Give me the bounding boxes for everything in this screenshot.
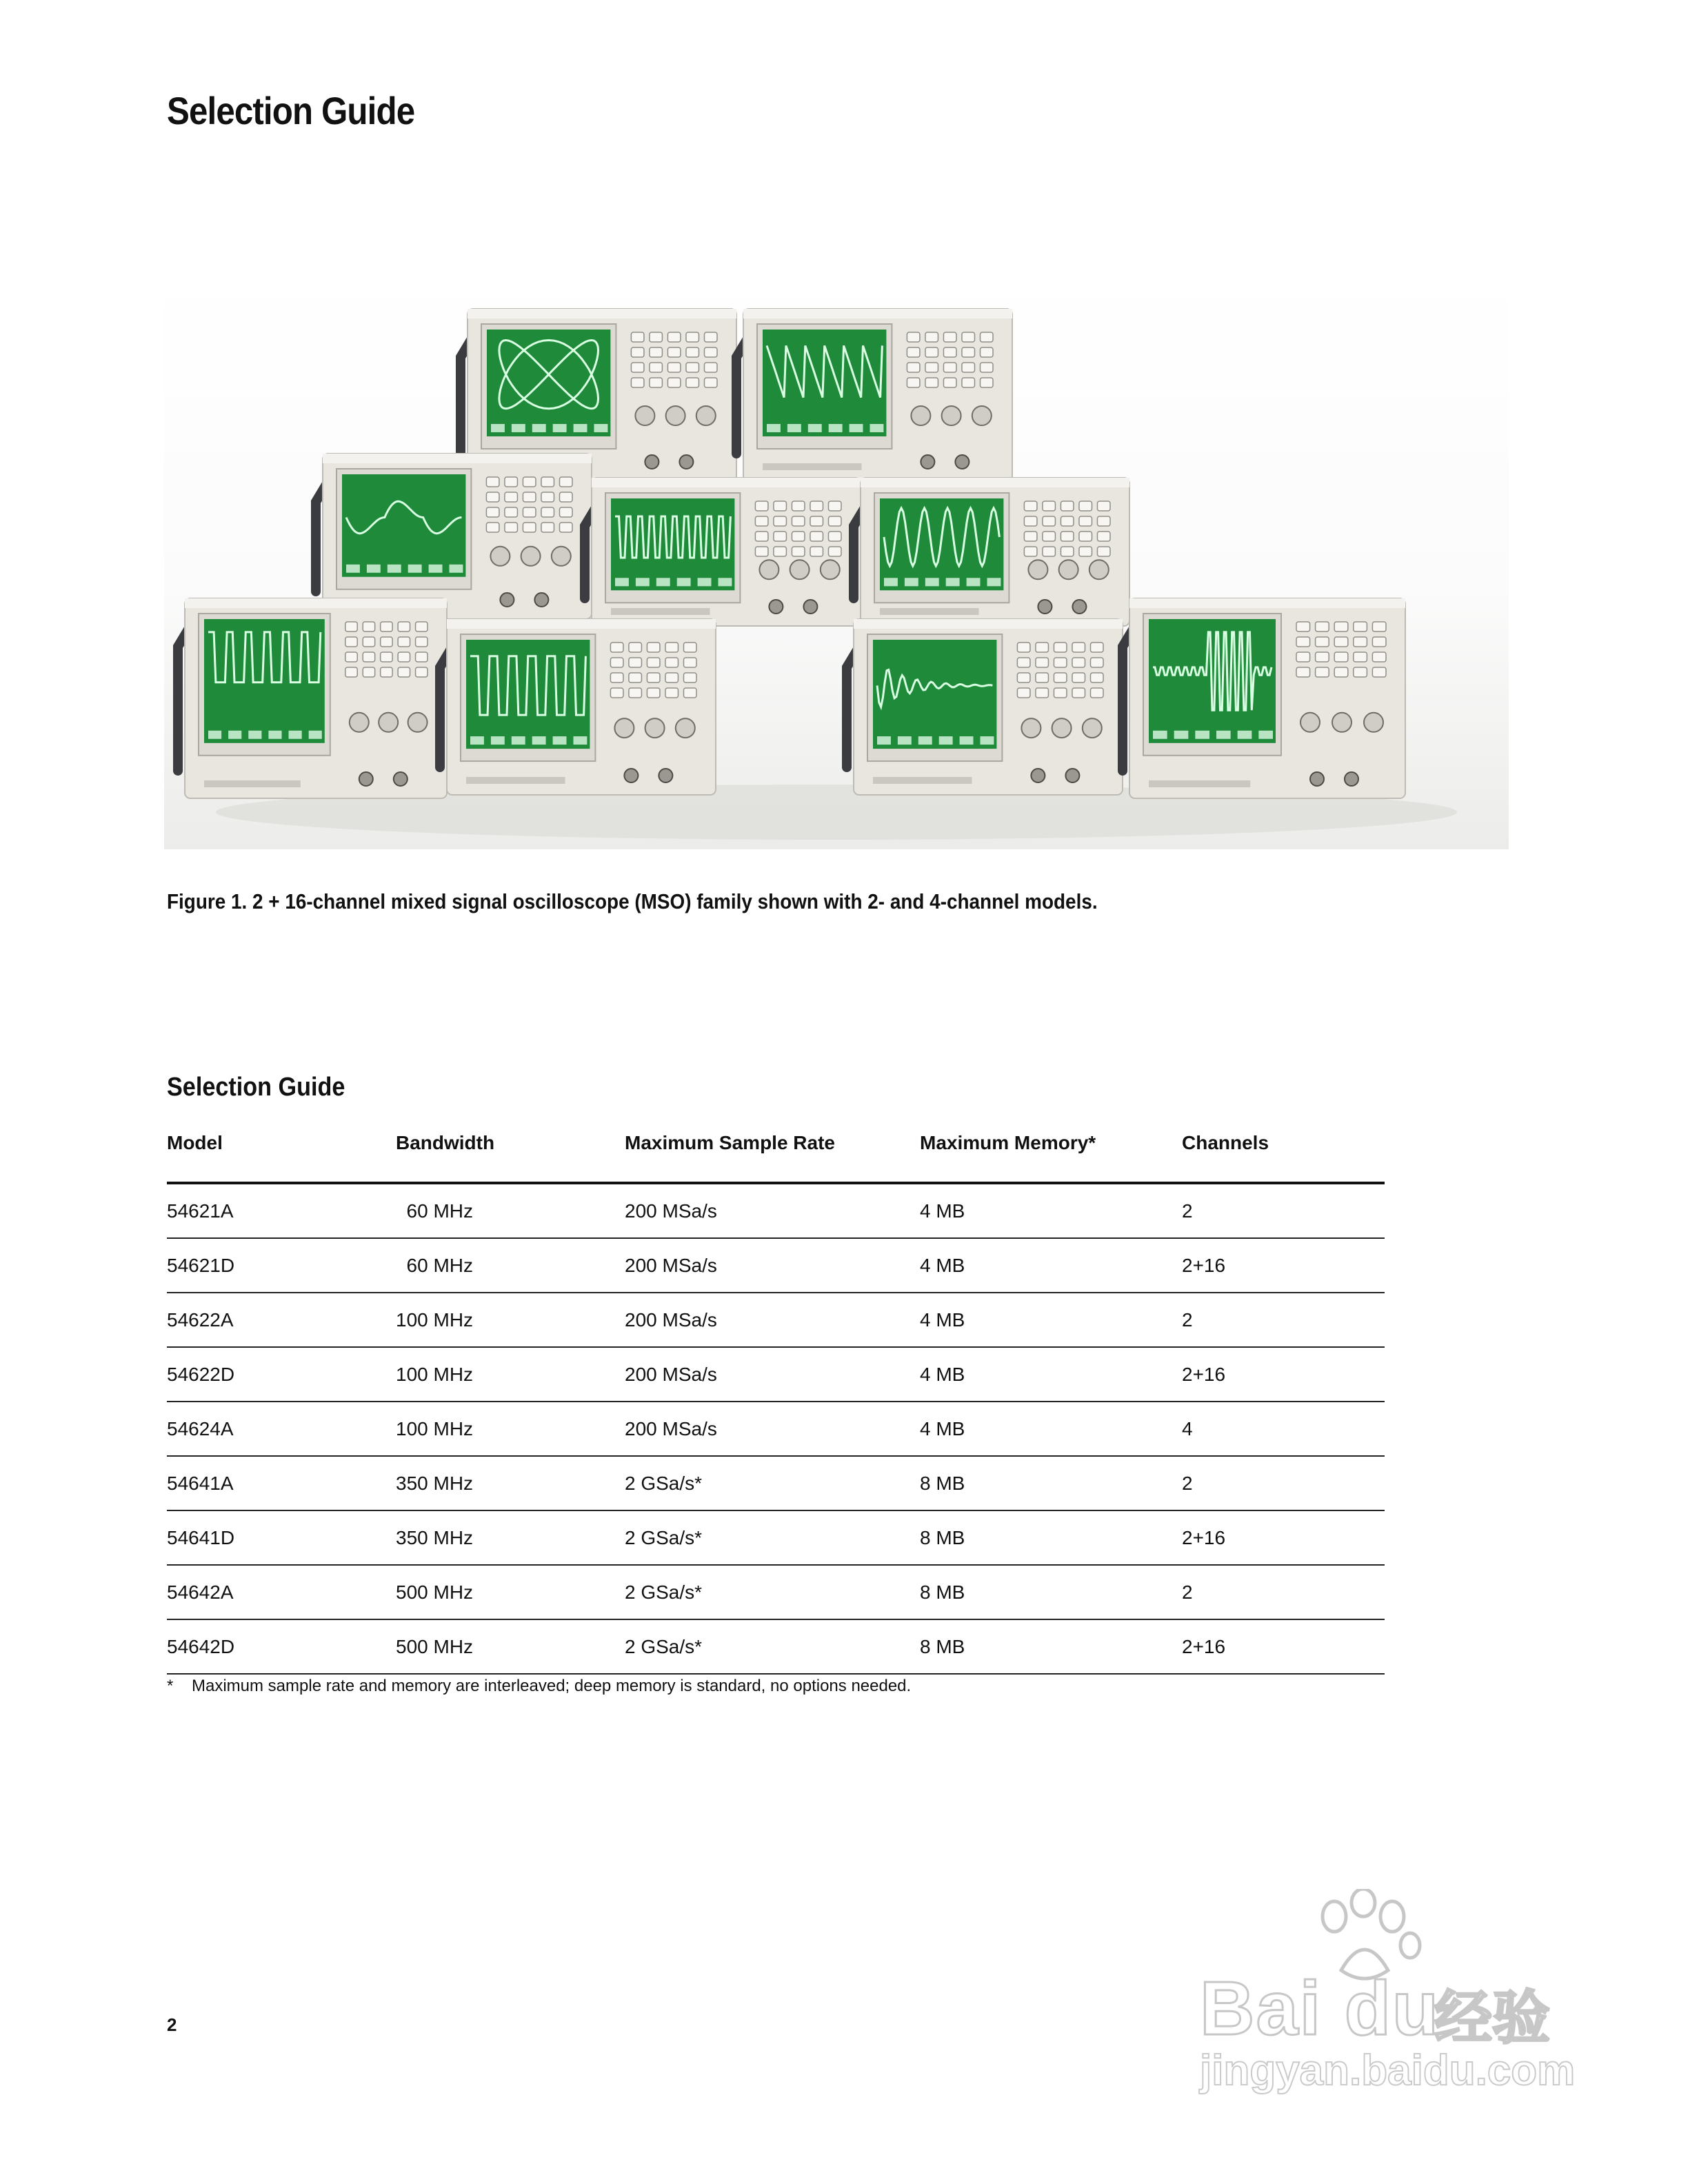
oscilloscope-family-photo	[164, 267, 1509, 849]
section-title: Selection Guide	[167, 1073, 345, 1102]
oscilloscope-unit	[736, 309, 1012, 481]
cell-bandwidth: 100 MHz	[396, 1347, 625, 1402]
cell-memory: 8 MB	[920, 1456, 1182, 1510]
cell-model: 54622D	[167, 1347, 396, 1402]
oscilloscope-unit	[1123, 598, 1405, 798]
table-row	[167, 1402, 1385, 1456]
header-channels: Channels	[1182, 1122, 1385, 1183]
figure-caption: Figure 1. 2 + 16-channel mixed signal oscilloscope (MSO) family shown with 2- and 4-channel models.	[167, 889, 1098, 913]
cell-memory: 8 MB	[920, 1565, 1182, 1619]
cell-channels: 2+16	[1182, 1347, 1385, 1402]
cell-sample-rate: 200 MSa/s	[625, 1293, 920, 1347]
table-row	[167, 1238, 1385, 1293]
watermark-cn: 经验	[1434, 1985, 1551, 2050]
table-row	[167, 1456, 1385, 1510]
header-sample-rate: Maximum Sample Rate	[625, 1122, 920, 1183]
header-model: Model	[167, 1122, 396, 1183]
cell-bandwidth: 500 MHz	[396, 1565, 625, 1619]
oscilloscope-unit	[847, 619, 1123, 795]
cell-model: 54621A	[167, 1183, 396, 1238]
cell-sample-rate: 200 MSa/s	[625, 1183, 920, 1238]
cell-channels: 2+16	[1182, 1619, 1385, 1674]
oscilloscope-unit	[854, 478, 1129, 626]
cell-model: 54624A	[167, 1402, 396, 1456]
cell-channels: 2+16	[1182, 1510, 1385, 1565]
cell-sample-rate: 2 GSa/s*	[625, 1510, 920, 1565]
cell-channels: 2+16	[1182, 1238, 1385, 1293]
cell-bandwidth: 500 MHz	[396, 1619, 625, 1674]
cell-model: 54621D	[167, 1238, 396, 1293]
oscilloscope-unit	[585, 478, 861, 626]
cell-bandwidth: 60 MHz	[396, 1238, 625, 1293]
page-number: 2	[167, 2014, 177, 2035]
cell-bandwidth: 60 MHz	[396, 1183, 625, 1238]
cell-memory: 4 MB	[920, 1347, 1182, 1402]
cell-model: 54641A	[167, 1456, 396, 1510]
cell-model: 54641D	[167, 1510, 396, 1565]
cell-sample-rate: 2 GSa/s*	[625, 1619, 920, 1674]
cell-bandwidth: 350 MHz	[396, 1456, 625, 1510]
header-bandwidth: Bandwidth	[396, 1122, 625, 1183]
page-title: Selection Guide	[167, 89, 415, 132]
table-row	[167, 1510, 1385, 1565]
cell-channels: 2	[1182, 1183, 1385, 1238]
header-memory: Maximum Memory*	[920, 1122, 1182, 1183]
cell-sample-rate: 200 MSa/s	[625, 1347, 920, 1402]
cell-memory: 4 MB	[920, 1293, 1182, 1347]
cell-bandwidth: 350 MHz	[396, 1510, 625, 1565]
cell-sample-rate: 200 MSa/s	[625, 1238, 920, 1293]
table-row	[167, 1347, 1385, 1402]
footnote-text: Maximum sample rate and memory are interleaved; deep memory is standard, no options needed.	[192, 1677, 912, 1695]
cell-channels: 2	[1182, 1293, 1385, 1347]
cell-bandwidth: 100 MHz	[396, 1402, 625, 1456]
baidu-watermark	[1172, 1889, 1586, 2165]
cell-sample-rate: 2 GSa/s*	[625, 1456, 920, 1510]
cell-memory: 4 MB	[920, 1238, 1182, 1293]
cell-memory: 8 MB	[920, 1510, 1182, 1565]
oscilloscope-unit	[316, 454, 592, 619]
cell-channels: 2	[1182, 1456, 1385, 1510]
cell-memory: 4 MB	[920, 1183, 1182, 1238]
cell-bandwidth: 100 MHz	[396, 1293, 625, 1347]
selection-table	[167, 1122, 1385, 1675]
watermark-url: jingyan.baidu.com	[1200, 2047, 1576, 2094]
watermark-brand: Bai du	[1200, 1966, 1440, 2051]
table-header-row	[167, 1122, 1385, 1183]
table-row	[167, 1619, 1385, 1674]
table-row	[167, 1565, 1385, 1619]
oscilloscope-unit	[440, 619, 716, 795]
cell-model: 54642A	[167, 1565, 396, 1619]
cell-sample-rate: 200 MSa/s	[625, 1402, 920, 1456]
oscilloscope-unit	[178, 598, 447, 798]
cell-model: 54622A	[167, 1293, 396, 1347]
cell-memory: 4 MB	[920, 1402, 1182, 1456]
table-row	[167, 1183, 1385, 1238]
cell-channels: 2	[1182, 1565, 1385, 1619]
table-row	[167, 1293, 1385, 1347]
cell-model: 54642D	[167, 1619, 396, 1674]
cell-memory: 8 MB	[920, 1619, 1182, 1674]
cell-sample-rate: 2 GSa/s*	[625, 1565, 920, 1619]
footnote-mark: *	[167, 1677, 174, 1695]
oscilloscope-illustration	[164, 267, 1509, 849]
table-footnote	[167, 1677, 911, 1696]
cell-channels: 4	[1182, 1402, 1385, 1456]
